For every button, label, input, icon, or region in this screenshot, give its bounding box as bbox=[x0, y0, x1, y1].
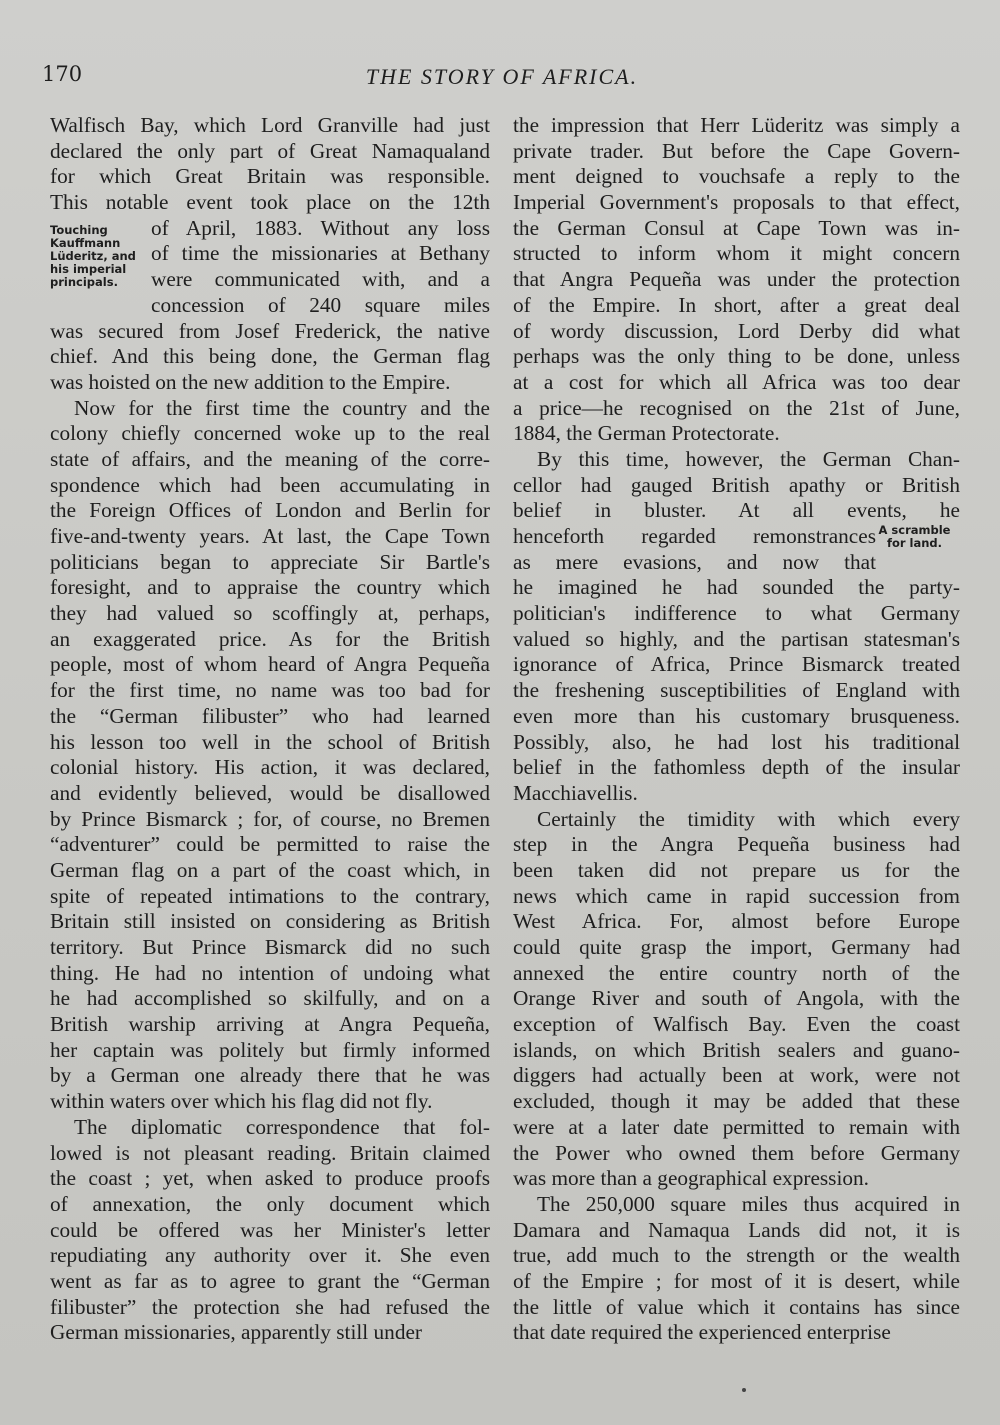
text-line: her captain was politely but firmly informed bbox=[50, 1037, 490, 1062]
text-line: by a German one already there that he was bbox=[50, 1063, 490, 1088]
text-line: the Power who owned them before Germany bbox=[513, 1140, 960, 1165]
text-line: British warship arriving at Angra Pequeña, bbox=[50, 1012, 490, 1037]
text-line: The diplomatic correspondence that fol- bbox=[74, 1114, 490, 1139]
text-line: belief in the fathomless depth of the insular bbox=[513, 755, 960, 780]
text-line: that date required the experienced enterprise bbox=[513, 1320, 891, 1345]
text-line: even more than his customary brusqueness. bbox=[513, 703, 960, 728]
margin-note-scramble bbox=[872, 524, 957, 550]
text-line: ignorance of Africa, Prince Bismarck treated bbox=[513, 652, 960, 677]
text-line: excluded, though it may be added that these bbox=[513, 1089, 960, 1114]
text-line: colonial history. His action, it was declared, bbox=[50, 755, 490, 780]
text-line: Possibly, also, he had lost his traditional bbox=[513, 729, 960, 754]
text-line: the Foreign Offices of London and Berlin for bbox=[50, 498, 490, 523]
text-line: been taken did not prepare us for the bbox=[513, 857, 960, 882]
text-line: exception of Walfisch Bay. Even the coast bbox=[513, 1012, 960, 1037]
text-line: Certainly the timidity with which every bbox=[537, 806, 960, 831]
text-line: for the first time, no name was too bad for bbox=[50, 678, 490, 703]
text-line: news which came in rapid succession from bbox=[513, 883, 960, 908]
text-line: step in the Angra Pequeña business had bbox=[513, 832, 960, 857]
text-line: politicians began to appreciate Sir Bartle's bbox=[50, 549, 490, 574]
text-line: true, add much to the strength or the wealth bbox=[513, 1243, 960, 1268]
text-line: islands, on which British sealers and guano- bbox=[513, 1037, 960, 1062]
text-line: was hoisted on the new addition to the Empire. bbox=[50, 369, 451, 394]
text-line: lowed is not pleasant reading. Britain claimed bbox=[50, 1140, 490, 1165]
right-column bbox=[513, 113, 960, 1346]
left-column bbox=[50, 113, 490, 1346]
text-line: of April, 1883. Without any loss bbox=[151, 215, 490, 240]
text-line: foresight, and to appraise the country which bbox=[50, 575, 490, 600]
text-line: they had valued so scoffingly at, perhaps, bbox=[50, 601, 490, 626]
text-line: Orange River and south of Angola, with the bbox=[513, 986, 960, 1011]
text-line: his lesson too well in the school of British bbox=[50, 729, 490, 754]
text-line: the impression that Herr Lüderitz was simply a bbox=[513, 113, 960, 137]
text-line: by Prince Bismarck ; for, of course, no Bremen bbox=[50, 806, 490, 831]
margin-note-line: Lüderitz, and bbox=[50, 249, 136, 263]
margin-note-line: Touching bbox=[50, 223, 108, 237]
page-header bbox=[42, 62, 962, 92]
text-line: chief. And this being done, the German flag bbox=[50, 344, 490, 369]
text-line: ment deigned to vouchsafe a reply to the bbox=[513, 164, 960, 189]
text-line: 1884, the German Protectorate. bbox=[513, 421, 780, 446]
text-line: colony chiefly concerned woke up to the real bbox=[50, 421, 490, 446]
text-line: The 250,000 square miles thus acquired in bbox=[537, 1191, 960, 1216]
text-line: filibuster” the protection she had refused the bbox=[50, 1294, 490, 1319]
text-line: spondence which had been accumulating in bbox=[50, 472, 490, 497]
text-line: This notable event took place on the 12th bbox=[50, 190, 490, 215]
text-line: were at a later date permitted to remain with bbox=[513, 1114, 960, 1139]
text-line: the little of value which it contains has since bbox=[513, 1294, 960, 1319]
text-line: that Angra Pequeña was under the protection bbox=[513, 267, 960, 292]
text-line: perhaps was the only thing to be done, unless bbox=[513, 344, 960, 369]
text-line: could quite grasp the import, Germany had bbox=[513, 935, 960, 959]
text-line: Britain still insisted on considering as British bbox=[50, 909, 490, 934]
paper-speck bbox=[742, 1388, 746, 1392]
page-number: 170 bbox=[42, 62, 83, 86]
text-line: of annexation, the only document which bbox=[50, 1191, 490, 1216]
text-line: the coast ; yet, when asked to produce proofs bbox=[50, 1166, 490, 1191]
text-line: West Africa. For, almost before Europe bbox=[513, 909, 960, 934]
text-line: “adventurer” could be permitted to raise the bbox=[50, 832, 490, 857]
text-line: an exaggerated price. As for the British bbox=[50, 626, 490, 651]
text-line: of time the missionaries at Bethany bbox=[151, 241, 490, 266]
text-line: By this time, however, the German Chan- bbox=[537, 446, 960, 471]
text-line: Damara and Namaqua Lands did not, it is bbox=[513, 1217, 960, 1242]
text-line: of the Empire. In short, after a great deal bbox=[513, 292, 960, 317]
text-line: was more than a geographical expression. bbox=[513, 1166, 870, 1191]
text-line: German missionaries, apparently still under bbox=[50, 1320, 423, 1345]
text-line: concession of 240 square miles bbox=[151, 292, 490, 317]
text-line: cellor had gauged British apathy or British bbox=[513, 472, 960, 497]
text-line: thing. He had no intention of undoing what bbox=[50, 960, 490, 985]
text-line: people, most of whom heard of Angra Pequeña bbox=[50, 652, 490, 677]
margin-note-line: Kauffmann bbox=[50, 236, 121, 250]
text-line: repudiating any authority over it. She even bbox=[50, 1243, 490, 1268]
text-line: German flag on a part of the coast which, in bbox=[50, 857, 490, 882]
text-line: the freshening susceptibilities of England with bbox=[513, 678, 960, 703]
margin-note-line: A scramble bbox=[878, 523, 951, 537]
text-line: diggers had actually been at work, were not bbox=[513, 1063, 960, 1088]
text-line: territory. But Prince Bismarck did no such bbox=[50, 935, 490, 959]
text-line: Imperial Government's proposals to that effect, bbox=[513, 190, 960, 215]
text-line: valued so highly, and the partisan statesman's bbox=[513, 626, 960, 651]
text-line: was secured from Josef Frederick, the native bbox=[50, 318, 490, 343]
text-line: henceforth regarded remonstrances bbox=[513, 524, 876, 548]
margin-note-touching bbox=[50, 224, 150, 289]
text-line: he had accomplished so skilfully, and on a bbox=[50, 986, 490, 1011]
text-line: politician's indifference to what Germany bbox=[513, 601, 960, 626]
margin-note-line: his imperial bbox=[50, 262, 127, 276]
text-line: at a cost for which all Africa was too dear bbox=[513, 369, 960, 394]
text-line: Walfisch Bay, which Lord Granville had just bbox=[50, 113, 490, 137]
text-line: he imagined he had sounded the party- bbox=[513, 575, 960, 600]
text-line: annexed the entire country north of the bbox=[513, 960, 960, 985]
text-line: were communicated with, and a bbox=[151, 267, 490, 292]
text-line: a price—he recognised on the 21st of June, bbox=[513, 395, 960, 420]
text-line: belief in bluster. At all events, he bbox=[513, 498, 960, 523]
text-line: within waters over which his flag did not fly. bbox=[50, 1089, 433, 1114]
running-title: THE STORY OF AFRICA. bbox=[365, 64, 639, 89]
text-line: the “German filibuster” who had learned bbox=[50, 703, 490, 728]
text-line: went as far as to agree to grant the “German bbox=[50, 1268, 490, 1293]
text-line: and evidently believed, would be disallowed bbox=[50, 780, 490, 805]
text-line: private trader. But before the Cape Govern- bbox=[513, 138, 960, 163]
margin-note-line: for land. bbox=[886, 536, 943, 550]
text-line: of wordy discussion, Lord Derby did what bbox=[513, 318, 960, 343]
text-line: could be offered was her Minister's letter bbox=[50, 1217, 490, 1242]
text-line: spite of repeated intimations to the contrary, bbox=[50, 883, 490, 908]
text-line: the German Consul at Cape Town was in- bbox=[513, 215, 960, 240]
text-line: structed to inform whom it might concern bbox=[513, 241, 960, 266]
text-line: Macchiavellis. bbox=[513, 780, 638, 805]
text-line: for which Great Britain was responsible. bbox=[50, 164, 490, 189]
margin-note-line: principals. bbox=[50, 275, 118, 289]
text-line: as mere evasions, and now that bbox=[513, 549, 876, 574]
text-line: state of affairs, and the meaning of the corre- bbox=[50, 446, 490, 471]
text-line: Now for the first time the country and the bbox=[74, 395, 490, 420]
text-line: declared the only part of Great Namaqualand bbox=[50, 138, 490, 163]
text-line: five-and-twenty years. At last, the Cape Town bbox=[50, 524, 490, 548]
text-line: of the Empire ; for most of it is desert, while bbox=[513, 1268, 960, 1293]
